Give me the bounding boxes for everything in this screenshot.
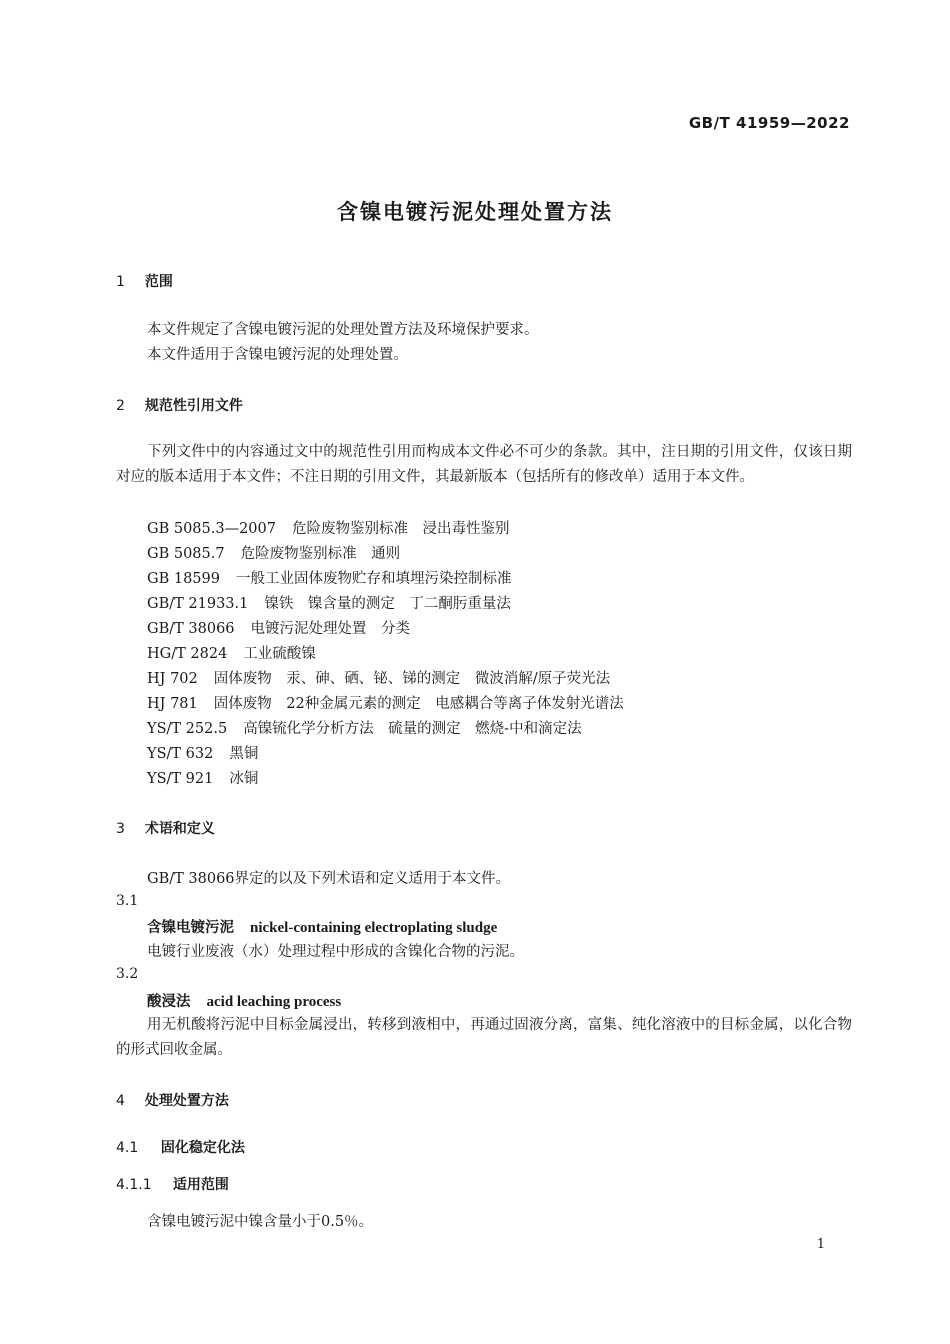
term-en: acid leaching process xyxy=(206,994,342,1010)
reference-title: 镍铁 镍含量的测定 丁二酮肟重量法 xyxy=(264,596,511,612)
section-number: 3 xyxy=(116,821,125,837)
paragraph: 本文件适用于含镍电镀污泥的处理处置。 xyxy=(147,347,408,363)
term-zh: 酸浸法 xyxy=(147,994,191,1010)
reference-title: 冰铜 xyxy=(229,771,259,787)
term-definition: 用无机酸将污泥中目标金属浸出，转移到液相中，再通过固液分离，富集、纯化溶液中的目标金属，以化合物的形式回收金属。 xyxy=(116,1017,852,1058)
reference-code: HJ 781 xyxy=(147,696,198,712)
reference-title: 电镀污泥处理处置 分类 xyxy=(250,621,411,637)
reference-item xyxy=(147,517,510,538)
reference-title: 固体废物 汞、砷、硒、铋、锑的测定 微波消解/原子荧光法 xyxy=(213,671,611,687)
term-entry xyxy=(147,916,497,937)
section-title: 固化稳定化法 xyxy=(160,1140,245,1156)
reference-item xyxy=(147,667,610,688)
reference-item xyxy=(147,767,258,788)
reference-item xyxy=(147,717,582,738)
reference-code: YS/T 921 xyxy=(147,771,214,787)
section-2-heading xyxy=(116,395,243,415)
reference-item xyxy=(147,567,511,588)
section-4-1-heading xyxy=(116,1137,245,1157)
reference-title: 危险废物鉴别标准 浸出毒性鉴别 xyxy=(292,521,510,537)
reference-item xyxy=(147,742,258,763)
reference-item xyxy=(147,642,316,663)
section-title: 术语和定义 xyxy=(144,821,215,837)
reference-title: 固体废物 22种金属元素的测定 电感耦合等离子体发射光谱法 xyxy=(213,696,624,712)
reference-code: YS/T 632 xyxy=(147,746,214,762)
section-number: 1 xyxy=(116,274,125,290)
term-number: 3.2 xyxy=(116,966,139,982)
reference-item xyxy=(147,692,624,713)
reference-code: GB 5085.7 xyxy=(147,546,225,562)
section-number: 4 xyxy=(116,1093,125,1109)
paragraph: 含镍电镀污泥中镍含量小于0.5％。 xyxy=(147,1214,374,1230)
section-number: 4.1.1 xyxy=(116,1177,152,1193)
term-number: 3.1 xyxy=(116,893,139,909)
reference-code: GB 18599 xyxy=(147,571,220,587)
reference-code: YS/T 252.5 xyxy=(147,721,228,737)
page-number: 1 xyxy=(816,1237,825,1252)
term-entry xyxy=(147,990,341,1011)
reference-code: HJ 702 xyxy=(147,671,198,687)
reference-title: 工业硫酸镍 xyxy=(243,646,316,662)
section-title: 范围 xyxy=(144,274,173,290)
term-en: nickel-containing electroplating sludge xyxy=(250,920,498,936)
reference-title: 高镍锍化学分析方法 硫量的测定 燃烧-中和滴定法 xyxy=(243,721,582,737)
reference-code: GB/T 38066 xyxy=(147,621,235,637)
reference-title: 危险废物鉴别标准 通则 xyxy=(240,546,401,562)
reference-item xyxy=(147,592,511,613)
section-number: 4.1 xyxy=(116,1140,139,1156)
reference-code: GB 5085.3—2007 xyxy=(147,521,276,537)
reference-title: 黑铜 xyxy=(229,746,259,762)
section-number: 2 xyxy=(116,398,125,414)
reference-code: GB/T 21933.1 xyxy=(147,596,249,612)
document-title: 含镍电镀污泥处理处置方法 xyxy=(337,200,613,224)
reference-item xyxy=(147,617,410,638)
references-intro: 下列文件中的内容通过文中的规范性引用而构成本文件必不可少的条款。其中，注日期的引用文件，仅该日期对应的版本适用于本文件；不注日期的引用文件，其最新版本（包括所有的修改单）适用于本文件。 xyxy=(116,444,852,485)
paragraph: 本文件规定了含镍电镀污泥的处理处置方法及环境保护要求。 xyxy=(147,322,539,338)
reference-item xyxy=(147,542,400,563)
section-title: 规范性引用文件 xyxy=(144,398,243,414)
section-4-1-1-heading xyxy=(116,1174,229,1194)
term-definition: 电镀行业废液（水）处理过程中形成的含镍化合物的污泥。 xyxy=(147,944,524,960)
terms-intro: GB/T 38066界定的以及下列术语和定义适用于本文件。 xyxy=(147,871,511,887)
section-4-heading xyxy=(116,1090,229,1110)
term-zh: 含镍电镀污泥 xyxy=(147,920,234,936)
section-title: 适用范围 xyxy=(172,1177,229,1193)
reference-code: HG/T 2824 xyxy=(147,646,228,662)
standard-code: GB/T 41959—2022 xyxy=(688,114,850,132)
section-1-heading xyxy=(116,271,173,291)
reference-title: 一般工业固体废物贮存和填埋污染控制标准 xyxy=(235,571,512,587)
section-title: 处理处置方法 xyxy=(144,1093,229,1109)
section-3-heading xyxy=(116,818,215,838)
